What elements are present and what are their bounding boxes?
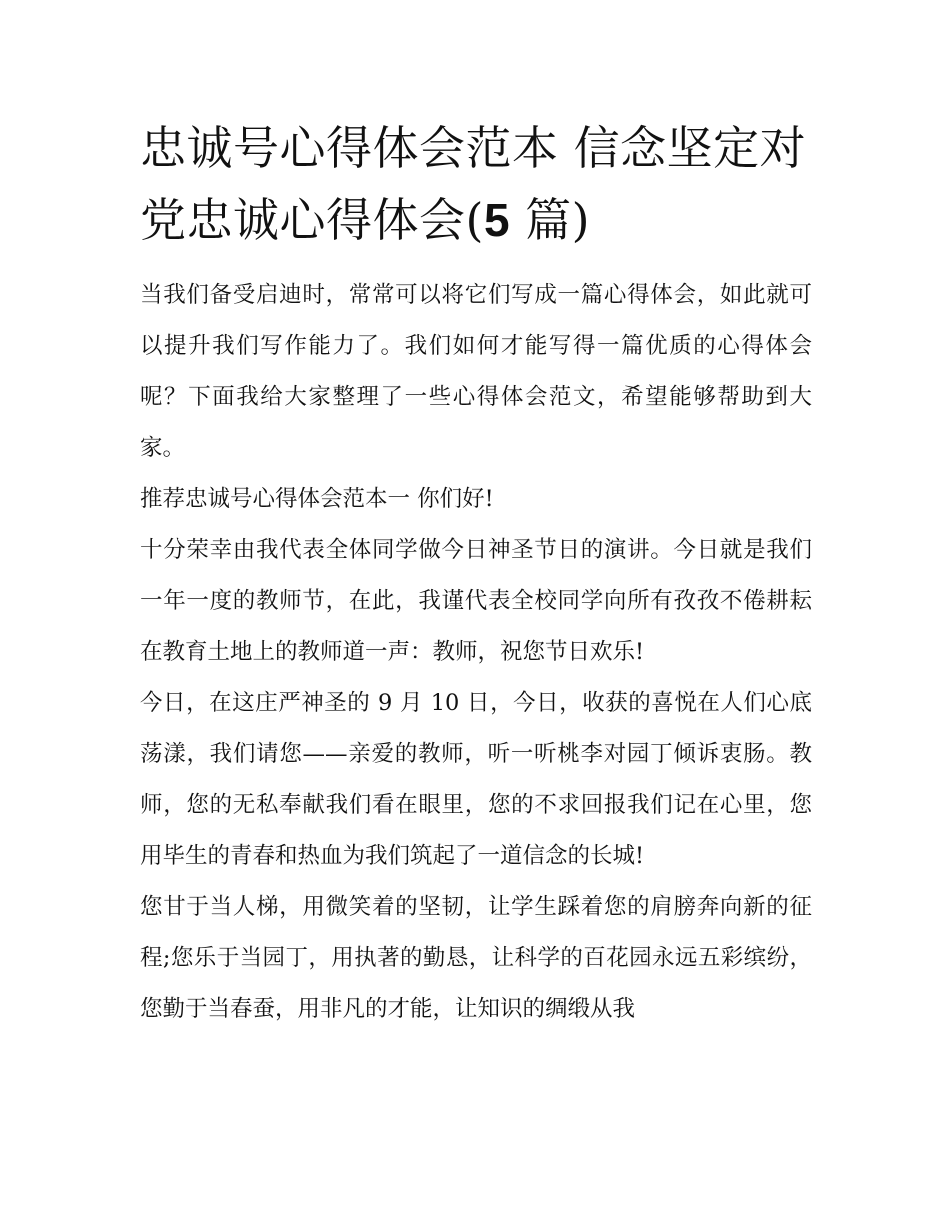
body-paragraph: 您甘于当人梯，用微笑着的坚韧，让学生踩着您的肩膀奔向新的征程;您乐于当园丁，用执著的勤恳，让科学的百花园永远五彩缤纷，您勤于当春蚕，用非凡的才能，让知识的绸缎从我 [140,894,812,1022]
body-paragraph: 今日，在这庄严神圣的 9 月 10 日，今日，收获的喜悦在人们心底荡漾，我们请您——亲爱的教师，听一听桃李对园丁倾诉衷肠。教师，您的无私奉献我们看在眼里，您的不求回报我们记在心里，您用毕生的青春和热血为我们筑起了一道信念的长城! [140,690,812,869]
document-title [140,112,812,256]
intro-paragraph: 当我们备受启迪时，常常可以将它们写成一篇心得体会，如此就可以提升我们写作能力了。我们如何才能写得一篇优质的心得体会呢？下面我给大家整理了一些心得体会范文，希望能够帮助到大家。 [140,282,812,461]
title-text-part1: 忠诚号心得体会范本 信念坚定对党忠诚心得体会( [140,121,807,247]
body-paragraph: 十分荣幸由我代表全体同学做今日神圣节日的演讲。今日就是我们一年一度的教师节，在此，我谨代表全校同学向所有孜孜不倦耕耘在教育土地上的教师道一声：教师，祝您节日欢乐! [140,537,812,665]
section-heading-paragraph: 推荐忠诚号心得体会范本一 你们好! [140,486,494,512]
title-text-part2: 篇) [510,193,591,247]
title-number: 5 [483,194,511,246]
